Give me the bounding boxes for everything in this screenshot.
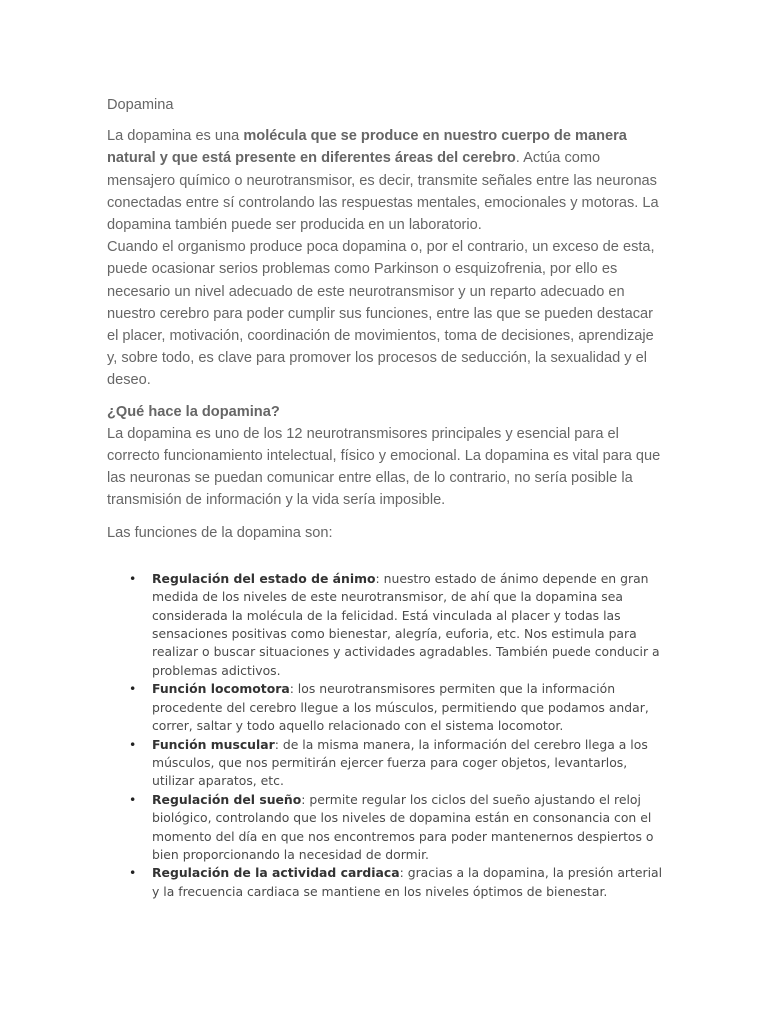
function-desc: : permite regular los ciclos del sueño ajustando el reloj biológico, controlando que los niveles de dopamina están en consonancia con el momento del día en que nos encontremos para poder mantenernos despiertos o bien proporcionando la necesidad de dormir.: [152, 791, 654, 862]
function-term: Regulación del estado de ánimo: [152, 570, 376, 586]
function-term: Regulación de la actividad cardiaca: [152, 865, 400, 881]
function-term: Función muscular: [152, 736, 275, 752]
function-desc: : gracias a la dopamina, la presión arterial y la frecuencia cardiaca se mantiene en los niveles óptimos de bienestar.: [152, 865, 663, 899]
list-item: [107, 680, 663, 735]
section-body: La dopamina es uno de los 12 neurotransmisores principales y esencial para el correcto funcionamiento intelectual, físico y emocional. La dopamina es vital para que las neuronas se puedan comunicar entre ellas, de lo contrario, no sería posible la transmisión de información y la vida sería imposible.: [107, 425, 661, 509]
document-page: [107, 94, 663, 901]
function-desc: : los neurotransmisores permiten que la información procedente del cerebro llegue a los músculos, permitiendo que podamos andar, correr, saltar y todo aquello relacionado con el sistema locomotor.: [152, 681, 649, 734]
function-term: Función locomotora: [152, 681, 290, 697]
functions-list: [107, 570, 663, 901]
intro-paragraph: [107, 125, 663, 391]
function-desc: : de la misma manera, la información del cerebro llega a los músculos, que nos permitirán ejercer fuerza para coger objetos, levantarlos, utilizar aparatos, etc.: [152, 736, 648, 789]
intro-text-1: La dopamina es una: [107, 128, 244, 145]
list-item: [107, 791, 663, 865]
function-term: Regulación del sueño: [152, 791, 302, 807]
intro-bold-text: molécula que se produce en nuestro cuerpo de manera natural y que está presente en diferentes áreas del cerebro: [107, 128, 627, 167]
function-desc: : nuestro estado de ánimo depende en gran medida de los niveles de este neurotransmisor, de ahí que la dopamina sea considerada la molécula de la felicidad. Está vinculada al placer y todas las sensaciones positivas como bienestar, alegría, euforia, etc. Nos estimula para realizar o buscar situaciones y actividades agradables. También puede conducir a problemas adictivos.: [152, 570, 660, 678]
section-heading: ¿Qué hace la dopamina?: [107, 403, 280, 420]
list-item: [107, 570, 663, 680]
intro-text-3: Cuando el organismo produce poca dopamina o, por el contrario, un exceso de esta, puede ocasionar serios problemas como Parkinson o esquizofrenia, por ello es necesario un nivel adecuado de este neurotransmisor y un reparto adecuado en nuestro cerebro para poder cumplir sus funciones, entre las que se pueden destacar el placer, motivación, coordinación de movimientos, toma de decisiones, aprendizaje y, sobre todo, es clave para promover los procesos de seducción, la sexualidad y el deseo.: [107, 239, 655, 389]
list-item: [107, 864, 663, 901]
document-title: Dopamina: [107, 97, 174, 113]
functions-intro: Las funciones de la dopamina son:: [107, 524, 333, 541]
intro-text-2: . Actúa como mensajero químico o neurotransmisor, es decir, transmite señales entre las neuronas conectadas entre sí controlando las respuestas mentales, emocionales y motoras. La dopamina también puede ser producida en un laboratorio.: [107, 150, 659, 234]
list-item: [107, 736, 663, 791]
